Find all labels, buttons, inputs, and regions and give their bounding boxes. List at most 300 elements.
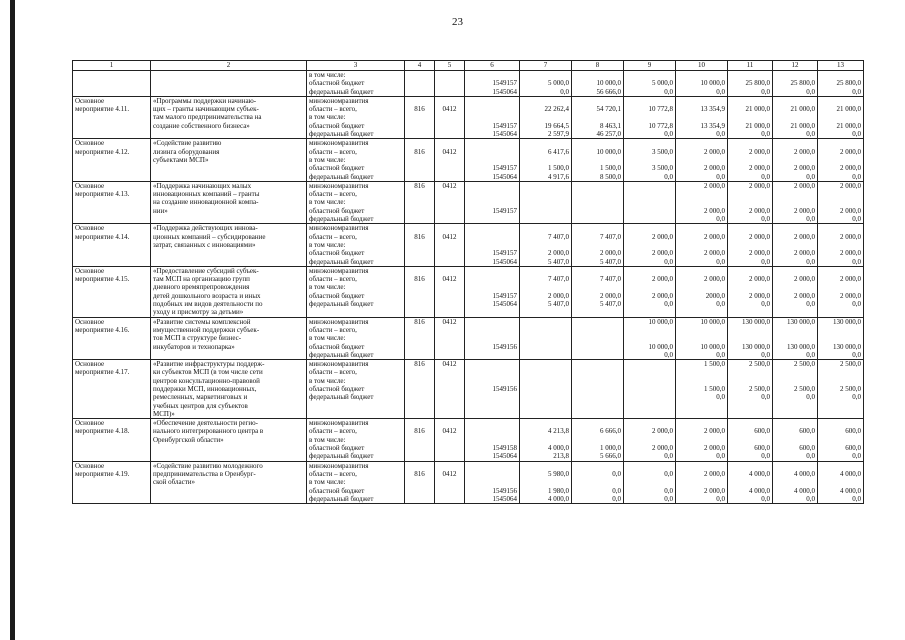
cell-line: 816: [414, 427, 425, 436]
cell-line: [730, 241, 770, 249]
cell-line: [407, 419, 432, 427]
cell-line: минэкономразвития: [309, 96, 369, 105]
cell-value-col13: [818, 266, 864, 317]
cell-activity-code: [73, 139, 151, 181]
cell-line: [820, 156, 861, 164]
cell-line: 816: [414, 360, 425, 369]
cell-value-col12: [773, 71, 818, 97]
cell-line: [522, 267, 569, 275]
cell-line: 0,0: [852, 452, 861, 461]
cell-line: 2 500,0: [794, 360, 815, 369]
cell-line: области – всего,: [309, 275, 357, 284]
cell-line: «Содействие развитию молодежного: [153, 461, 263, 470]
cell-line: [678, 113, 725, 121]
cell-line: [678, 224, 725, 232]
cell-value-col10: [676, 181, 728, 223]
cell-line: федеральный бюджет: [309, 452, 374, 461]
scan-edge-bar: [10, 0, 15, 640]
cell-line: 21 000,0: [745, 121, 770, 130]
cell-value-col9: [624, 266, 676, 317]
cell-line: 5 407,0: [548, 300, 569, 309]
cell-line: 2 000,0: [749, 181, 770, 190]
cell-section-code: [435, 461, 465, 503]
cell-value-col8: [572, 317, 624, 359]
cell-line: [437, 267, 462, 275]
cell-line: [522, 241, 569, 249]
cell-line: 0,0: [761, 87, 770, 96]
cell-line: [730, 198, 770, 206]
cell-line: 2 000,0: [704, 164, 725, 173]
cell-target-code: [465, 317, 520, 359]
cell-line: в том числе:: [309, 334, 346, 343]
cell-line: Основное: [75, 139, 105, 148]
cell-line: 2 000,0: [749, 164, 770, 173]
cell-line: [522, 318, 569, 326]
cell-line: 5 000,0: [548, 79, 569, 88]
cell-value-col8: [572, 360, 624, 419]
cell-line: 0,0: [852, 350, 861, 359]
cell-line: 2 000,0: [652, 291, 673, 300]
cell-line: [522, 97, 569, 105]
cell-line: 10 000,0: [648, 317, 673, 326]
cell-line: 4 000,0: [794, 486, 815, 495]
cell-line: Основное: [75, 266, 105, 275]
cell-line: ки субъектов МСП (в том числе сети: [153, 368, 263, 377]
cell-line: 10 000,0: [700, 342, 725, 351]
cell-line: [820, 436, 861, 444]
cell-line: 0,0: [664, 452, 673, 461]
cell-line: [678, 334, 725, 342]
cell-line: 0,0: [806, 172, 815, 181]
cell-activity-name: [151, 266, 307, 317]
cell-value-col7: [520, 419, 572, 461]
cell-line: 21 000,0: [836, 105, 861, 114]
cell-line: 600,0: [845, 427, 861, 436]
cell-line: [467, 334, 517, 342]
cell-line: [522, 419, 569, 427]
cell-line: [626, 360, 673, 368]
cell-line: 2 500,0: [749, 384, 770, 393]
cell-line: 4 000,0: [749, 486, 770, 495]
cell-line: [678, 71, 725, 79]
cell-line: [775, 326, 815, 334]
cell-line: 130 000,0: [787, 317, 815, 326]
cell-value-col8: [572, 461, 624, 503]
cell-line: минэкономразвития: [309, 360, 369, 369]
cell-line: [467, 198, 517, 206]
cell-line: [775, 97, 815, 105]
cell-line: области – всего,: [309, 427, 357, 436]
table-row: [73, 317, 864, 359]
cell-value-col12: [773, 96, 818, 138]
cell-line: [730, 97, 770, 105]
cell-line: Основное: [75, 419, 105, 428]
cell-line: 2 000,0: [840, 206, 861, 215]
cell-line: 25 800,0: [836, 79, 861, 88]
column-number-2: 2: [151, 61, 307, 71]
cell-line: [574, 267, 621, 275]
cell-line: [820, 198, 861, 206]
cell-activity-name: [151, 139, 307, 181]
cell-value-col12: [773, 181, 818, 223]
cell-value-col11: [728, 139, 773, 181]
cell-line: 0,0: [612, 469, 621, 478]
cell-line: федеральный бюджет: [309, 300, 374, 309]
cell-line: [574, 156, 621, 164]
cell-target-code: [465, 360, 520, 419]
cell-line: [678, 267, 725, 275]
cell-line: [820, 267, 861, 275]
cell-line: в том числе:: [309, 283, 346, 292]
cell-line: инкубаторов и технопарка»: [153, 342, 235, 351]
cell-line: 2 000,0: [840, 275, 861, 284]
cell-line: «Предоставление субсидий субъек-: [153, 266, 259, 275]
cell-line: 0,0: [806, 215, 815, 224]
cell-line: 1545064: [492, 87, 517, 96]
cell-line: [467, 427, 517, 435]
cell-line: [574, 283, 621, 291]
cell-line: [407, 71, 432, 79]
cell-line: учебных центров для субъектов: [153, 401, 248, 410]
table-row: [73, 360, 864, 419]
cell-value-col7: [520, 360, 572, 419]
cell-line: [626, 113, 673, 121]
cell-line: [574, 360, 621, 368]
cell-line: 0,0: [761, 215, 770, 224]
cell-line: [467, 275, 517, 283]
cell-line: 1549157: [492, 164, 517, 173]
cell-line: 2 000,0: [704, 275, 725, 284]
column-number-13: 13: [818, 61, 864, 71]
cell-line: [775, 71, 815, 79]
cell-line: 2 000,0: [794, 232, 815, 241]
cell-ministry-code: [405, 317, 435, 359]
cell-line: [730, 267, 770, 275]
cell-executor: [307, 461, 405, 503]
cell-line: [467, 393, 517, 401]
cell-line: федеральный бюджет: [309, 172, 374, 181]
cell-line: [626, 334, 673, 342]
cell-line: центров консультационно-правовой: [153, 376, 260, 385]
cell-line: 19 664,5: [544, 121, 569, 130]
cell-value-col12: [773, 360, 818, 419]
cell-line: [574, 436, 621, 444]
cell-line: 0,0: [612, 486, 621, 495]
cell-line: 2 000,0: [840, 147, 861, 156]
cell-line: 4 000,0: [840, 486, 861, 495]
cell-line: 10 000,0: [596, 147, 621, 156]
cell-line: 25 800,0: [790, 79, 815, 88]
cell-line: «Содействие развитию: [153, 139, 222, 148]
cell-value-col11: [728, 360, 773, 419]
cell-line: субъектами МСП»: [153, 155, 209, 164]
cell-line: 5 666,0: [600, 452, 621, 461]
cell-line: [522, 182, 569, 190]
cell-line: ской области»: [153, 478, 196, 487]
cell-line: 0,0: [716, 494, 725, 503]
cell-line: 0412: [442, 360, 457, 369]
cell-activity-name: [151, 224, 307, 266]
cell-line: 2 000,0: [794, 291, 815, 300]
cell-line: [626, 267, 673, 275]
cell-line: «Развитие инфраструктуры поддерж-: [153, 360, 265, 369]
cell-line: 4 000,0: [548, 444, 569, 453]
cell-line: 1545064: [492, 130, 517, 139]
cell-line: 2 500,0: [840, 384, 861, 393]
cell-ministry-code: [405, 266, 435, 317]
cell-line: [437, 224, 462, 232]
cell-line: [775, 334, 815, 342]
cell-line: областной бюджет: [309, 486, 365, 495]
cell-line: 2 000,0: [652, 249, 673, 258]
cell-line: мероприятие 4.13.: [75, 190, 130, 199]
cell-line: [467, 190, 517, 198]
cell-line: 0,0: [716, 130, 725, 139]
cell-line: [775, 462, 815, 470]
cell-line: 1549156: [492, 342, 517, 351]
cell-line: 1549157: [492, 206, 517, 215]
cell-line: поддержки МСП, инновационных,: [153, 384, 257, 393]
cell-line: [678, 436, 725, 444]
cell-line: 0412: [442, 232, 457, 241]
cell-value-col7: [520, 266, 572, 317]
cell-line: [467, 470, 517, 478]
cell-line: [730, 377, 770, 385]
cell-line: [467, 97, 517, 105]
cell-line: [467, 360, 517, 368]
cell-value-col8: [572, 71, 624, 97]
cell-line: «Поддержка начинающих малых: [153, 181, 252, 190]
cell-line: 213,8: [553, 452, 569, 461]
cell-line: [775, 241, 815, 249]
table-row: [73, 224, 864, 266]
cell-line: 6 666,0: [600, 427, 621, 436]
cell-line: [626, 156, 673, 164]
cell-line: мероприятие 4.18.: [75, 427, 130, 436]
cell-line: [153, 71, 304, 79]
cell-line: 816: [414, 147, 425, 156]
cell-value-col10: [676, 461, 728, 503]
cell-executor: [307, 71, 405, 97]
cell-line: Основное: [75, 96, 105, 105]
cell-line: «Обеспечение деятельности регио-: [153, 419, 258, 428]
cell-line: там МСП на организацию групп: [153, 275, 250, 284]
cell-section-code: [435, 139, 465, 181]
cell-line: [407, 267, 432, 275]
cell-line: там малого предпринимательства на: [153, 113, 262, 122]
cell-value-col10: [676, 96, 728, 138]
cell-line: 0412: [442, 469, 457, 478]
cell-line: 0,0: [716, 87, 725, 96]
cell-line: 56 666,0: [596, 87, 621, 96]
cell-value-col13: [818, 181, 864, 223]
cell-line: 0,0: [806, 130, 815, 139]
cell-line: [730, 334, 770, 342]
cell-activity-code: [73, 419, 151, 461]
cell-line: 0,0: [664, 257, 673, 266]
cell-value-col11: [728, 224, 773, 266]
column-number-4: 4: [405, 61, 435, 71]
cell-activity-code: [73, 266, 151, 317]
cell-line: Основное: [75, 181, 105, 190]
cell-line: 1549157: [492, 79, 517, 88]
cell-line: 0,0: [806, 350, 815, 359]
cell-line: [626, 462, 673, 470]
cell-line: 1 500,0: [704, 384, 725, 393]
cell-line: 2 000,0: [840, 181, 861, 190]
cell-line: 1549156: [492, 384, 517, 393]
cell-line: «Программы поддержки начинаю-: [153, 96, 257, 105]
cell-line: мероприятие 4.11.: [75, 105, 130, 114]
cell-line: [820, 139, 861, 147]
cell-line: [820, 190, 861, 198]
cell-line: 130 000,0: [742, 317, 770, 326]
cell-line: 2 000,0: [794, 147, 815, 156]
cell-line: [775, 436, 815, 444]
cell-line: детей дошкольного возраста и иных: [153, 291, 261, 300]
column-number-12: 12: [773, 61, 818, 71]
cell-line: [467, 105, 517, 113]
cell-ministry-code: [405, 181, 435, 223]
cell-line: 1 980,0: [548, 486, 569, 495]
cell-section-code: [435, 181, 465, 223]
cell-line: 1 000,0: [600, 444, 621, 453]
cell-line: 0412: [442, 317, 457, 326]
cell-section-code: [435, 71, 465, 97]
cell-value-col9: [624, 224, 676, 266]
cell-line: 0412: [442, 147, 457, 156]
cell-line: областной бюджет: [309, 384, 365, 393]
cell-line: в том числе:: [309, 376, 346, 385]
cell-line: области – всего,: [309, 190, 357, 199]
cell-line: областной бюджет: [309, 121, 365, 130]
cell-line: в том числе:: [309, 478, 346, 487]
cell-line: 0,0: [664, 486, 673, 495]
cell-line: [626, 224, 673, 232]
cell-line: 4 000,0: [548, 494, 569, 503]
cell-line: 0,0: [806, 393, 815, 402]
cell-line: [522, 360, 569, 368]
cell-line: [574, 97, 621, 105]
cell-line: 0,0: [612, 494, 621, 503]
cell-line: 130 000,0: [742, 342, 770, 351]
cell-line: 2 000,0: [840, 164, 861, 173]
cell-line: 7 407,0: [548, 232, 569, 241]
cell-line: 2 500,0: [794, 384, 815, 393]
cell-line: [730, 190, 770, 198]
cell-line: 1549157: [492, 291, 517, 300]
cell-line: [407, 224, 432, 232]
cell-activity-name: [151, 419, 307, 461]
cell-activity-code: [73, 96, 151, 138]
cell-line: [522, 113, 569, 121]
cell-line: 0,0: [852, 215, 861, 224]
cell-line: 816: [414, 469, 425, 478]
cell-line: предпринимательства в Оренбург-: [153, 469, 256, 478]
cell-line: 0,0: [716, 215, 725, 224]
cell-target-code: [465, 419, 520, 461]
cell-line: 6 417,6: [548, 147, 569, 156]
cell-line: 5 407,0: [600, 300, 621, 309]
cell-line: [522, 224, 569, 232]
cell-line: [820, 283, 861, 291]
cell-line: 1 500,0: [600, 164, 621, 173]
cell-line: 1 500,0: [548, 164, 569, 173]
table-row: [73, 139, 864, 181]
cell-line: [626, 478, 673, 486]
cell-value-col9: [624, 96, 676, 138]
cell-line: [574, 71, 621, 79]
cell-line: [820, 368, 861, 376]
cell-line: 1549156: [492, 486, 517, 495]
cell-line: федеральный бюджет: [309, 350, 374, 359]
cell-line: области – всего,: [309, 232, 357, 241]
cell-line: 2 000,0: [652, 444, 673, 453]
column-number-11: 11: [728, 61, 773, 71]
cell-line: [678, 190, 725, 198]
cell-line: 0,0: [761, 300, 770, 309]
cell-line: 0,0: [852, 257, 861, 266]
cell-value-col7: [520, 461, 572, 503]
table-row: [73, 181, 864, 223]
cell-activity-code: [73, 181, 151, 223]
cell-line: 600,0: [754, 427, 770, 436]
cell-line: [437, 139, 462, 147]
cell-value-col12: [773, 419, 818, 461]
cell-line: 2 000,0: [749, 232, 770, 241]
cell-line: инновационных компаний – гранты: [153, 190, 260, 199]
cell-line: [730, 462, 770, 470]
cell-value-col7: [520, 224, 572, 266]
cell-line: минэкономразвития: [309, 419, 369, 428]
cell-activity-name: [151, 317, 307, 359]
cell-line: минэкономразвития: [309, 224, 369, 233]
cell-line: [467, 148, 517, 156]
cell-value-col13: [818, 71, 864, 97]
cell-line: 46 257,0: [596, 130, 621, 139]
cell-line: [467, 139, 517, 147]
table-row: [73, 96, 864, 138]
cell-line: федеральный бюджет: [309, 257, 374, 266]
cell-line: 2 000,0: [749, 206, 770, 215]
cell-line: 4 000,0: [840, 469, 861, 478]
cell-section-code: [435, 317, 465, 359]
cell-line: 5 980,0: [548, 469, 569, 478]
cell-line: 0,0: [761, 257, 770, 266]
cell-line: 13 354,9: [700, 105, 725, 114]
cell-value-col13: [818, 419, 864, 461]
cell-line: 25 800,0: [745, 79, 770, 88]
cell-line: [678, 139, 725, 147]
cell-line: 10 772,8: [648, 105, 673, 114]
cell-value-col7: [520, 96, 572, 138]
cell-ministry-code: [405, 461, 435, 503]
cell-value-col12: [773, 224, 818, 266]
cell-line: [574, 318, 621, 326]
cell-section-code: [435, 419, 465, 461]
cell-line: 2 597,9: [548, 130, 569, 139]
cell-line: [775, 190, 815, 198]
cell-value-col8: [572, 139, 624, 181]
cell-line: [730, 113, 770, 121]
cell-line: [730, 436, 770, 444]
cell-line: дневного времяпрепровождения: [153, 283, 250, 292]
cell-line: [678, 419, 725, 427]
cell-value-col9: [624, 181, 676, 223]
column-number-7: 7: [520, 61, 572, 71]
cell-line: 0,0: [716, 257, 725, 266]
budget-table: [72, 60, 864, 504]
